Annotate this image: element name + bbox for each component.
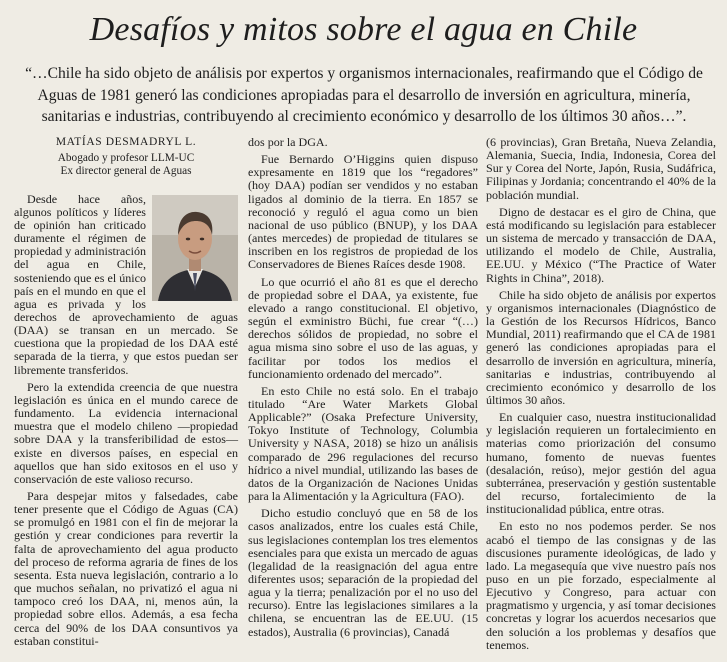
paragraph: Desde hace años, algunos políticos y líderes de opinión han criticado duramente el régimen de propiedad y administración del agua en Chile, sosteniendo que es el único país en el mundo en que el agua es privada y los derechos de aprovechamiento de aguas (DAA) se transan en un mercado. Se cuestiona que la propiedad de los DAA esté separada de la tierra, y que estos puedan ser libremente transferidos. [14,191,238,377]
author-portrait-icon [152,195,238,301]
author-role: Abogado y profesor LLM-UC [57,152,195,165]
paragraph: Para despejar mitos y falsedades, cabe tener presente que el Código de Aguas (CA) se promulgó en 1981 con el fin de mejorar la gestión y crear condiciones para revertir la falta de aprovechamiento del agua producto del proceso de reforma agraria de fines de los sesenta. Esta nueva legislación, contrario a lo que muchos señalan, no privatizó el agua ni tampoco creó los DAA, ni, menos aún, la propiedad sobre ellos. Además, a esa fecha cerca del 90% de los DAA consuntivos ya estaban constitui- [14,489,238,648]
paragraph-continued: (6 provincias), Gran Bretaña, Nueva Zelandia, Alemania, Suecia, India, Indonesia, Corea del Sur y Corea del Norte, Japón, Rusia, Sudáfrica, Filipinas y Jordania; concentrando el 40% de la población mundial. [486,135,716,202]
article-column-3 [486,136,716,652]
byline [14,136,238,179]
paragraph: Pero la extendida creencia de que nuestra legislación es única en el mundo carece de fundamento. La evidencia internacional muestra que el modelo chileno —propiedad sobre DAA y la transferibilidad de estos— existe en diversos países, en especial en aquellos que han sido exitosos en el uso y conservación de este valioso recurso. [14,379,238,486]
author-portrait-photo [152,195,238,301]
article-title: Desafíos y mitos sobre el agua en Chile [89,11,638,48]
paragraph: Dicho estudio concluyó que en 58 de los casos analizados, entre los cuales está Chile, sus legislaciones contemplan los tres elementos esenciales para que exista un mercado de aguas (legalidad de la reasignación del agua entre diferentes usos; separación de la propiedad del agua y la tierra; penalización por el no uso del recurso). Entre las legislaciones similares a la chilena, se encuentran las de EE.UU. (15 estados), Australia (6 provincias), Canadá [248,506,478,639]
paragraph: En esto Chile no está solo. En el trabajo titulado “Are Water Markets Global Applicable?” (Osaka Prefecture University, Tokyo Institute of Technology, Columbia University y NASA, 2018) se hizo un análisis comparado de 296 regulaciones del recurso hídrico a nivel mundial, utilizando las bases de datos de la Organización de Naciones Unidas para la Alimentación y la Agricultura (FAO). [248,383,478,504]
article-deck-quote: “…Chile ha sido objeto de análisis por expertos y organismos internacionales, reafirmando que el Código de Aguas de 1981 generó las condiciones apropiadas para el desarrollo de inversión en agricultura, minería, sanitarias e industrias, contribuyendo al crecimiento económico y desarrollo de los últimos 30 años…”. [25,65,703,125]
paragraph: En esto no nos podemos perder. Se nos acabó el tiempo de las consignas y de las discusiones puramente ideológicas, de lado y lado. La megasequía que vive nuestro país nos puso en un pie forzado, especialmente al Ejecutivo y Congreso, para actuar con pragmatismo y urgencia, y así tomar decisiones concretas y lograr los acuerdos necesarios que den solución a los problemas y desafíos que tenemos. [486,519,716,652]
paragraph: Chile ha sido objeto de análisis por expertos y organismos internacionales (Diagnóstico de la Gestión de los Recursos Hídricos, Banco Mundial, 2011) reafirmando que el CA de 1981 generó las condiciones apropiadas para el desarrollo de inversión en agricultura, minería, sanitarias e industrias, contribuyendo al crecimiento económico y desarrollo de los últimos 30 años. [486,287,716,407]
author-role-former: Ex director general de Aguas [60,165,192,178]
paragraph: Lo que ocurrió el año 81 es que el derecho de propiedad sobre el DAA, ya existente, fue elevado a rango constitucional. El objetivo, según el exministro Büchi, fue crear “(…) derechos sólidos de propiedad, no sobre el agua misma sino sobre el uso de las aguas, y facilitar por todos los medios el funcionamiento ordenado del mercado”. [248,274,478,381]
paragraph-continued: dos por la DGA. [248,135,328,149]
author-name: MATÍAS DESMADRYL L. [55,136,197,148]
paragraph: Fue Bernardo O’Higgins quien dispuso expresamente en 1819 que los “regadores” (hoy DAA) podían ser vendidos y no estaban ligados al dominio de la tierra. En 1857 se reconoció y reguló el agua como un bien nacional de uso público (BNUP), y los DAA (antes mercedes) de propiedad de titulares se inscriben en los registros de propiedad de los Conservadores de Bienes Raíces desde 1908. [248,152,478,272]
article-column-2 [248,136,478,639]
paragraph: En cualquier caso, nuestra institucionalidad y legislación requieren un fortalecimiento en materias como priorización del consumo humano, fomento de nuevas fuentes (desalación, reúso), mejor gestión del agua subterránea, preservación y gestión sustentable del recurso, fortalecimiento de la institucionalidad pública, entre otras. [486,410,716,517]
paragraph: Digno de destacar es el giro de China, que está modificando su legislación para establecer un sistema de mercado y transacción de DAA, utilizando el modelo de Chile, Australia, EE.UU. y México (“The Practice of Water Rights in China”, 2018). [486,204,716,285]
article-column-1 [14,136,238,648]
